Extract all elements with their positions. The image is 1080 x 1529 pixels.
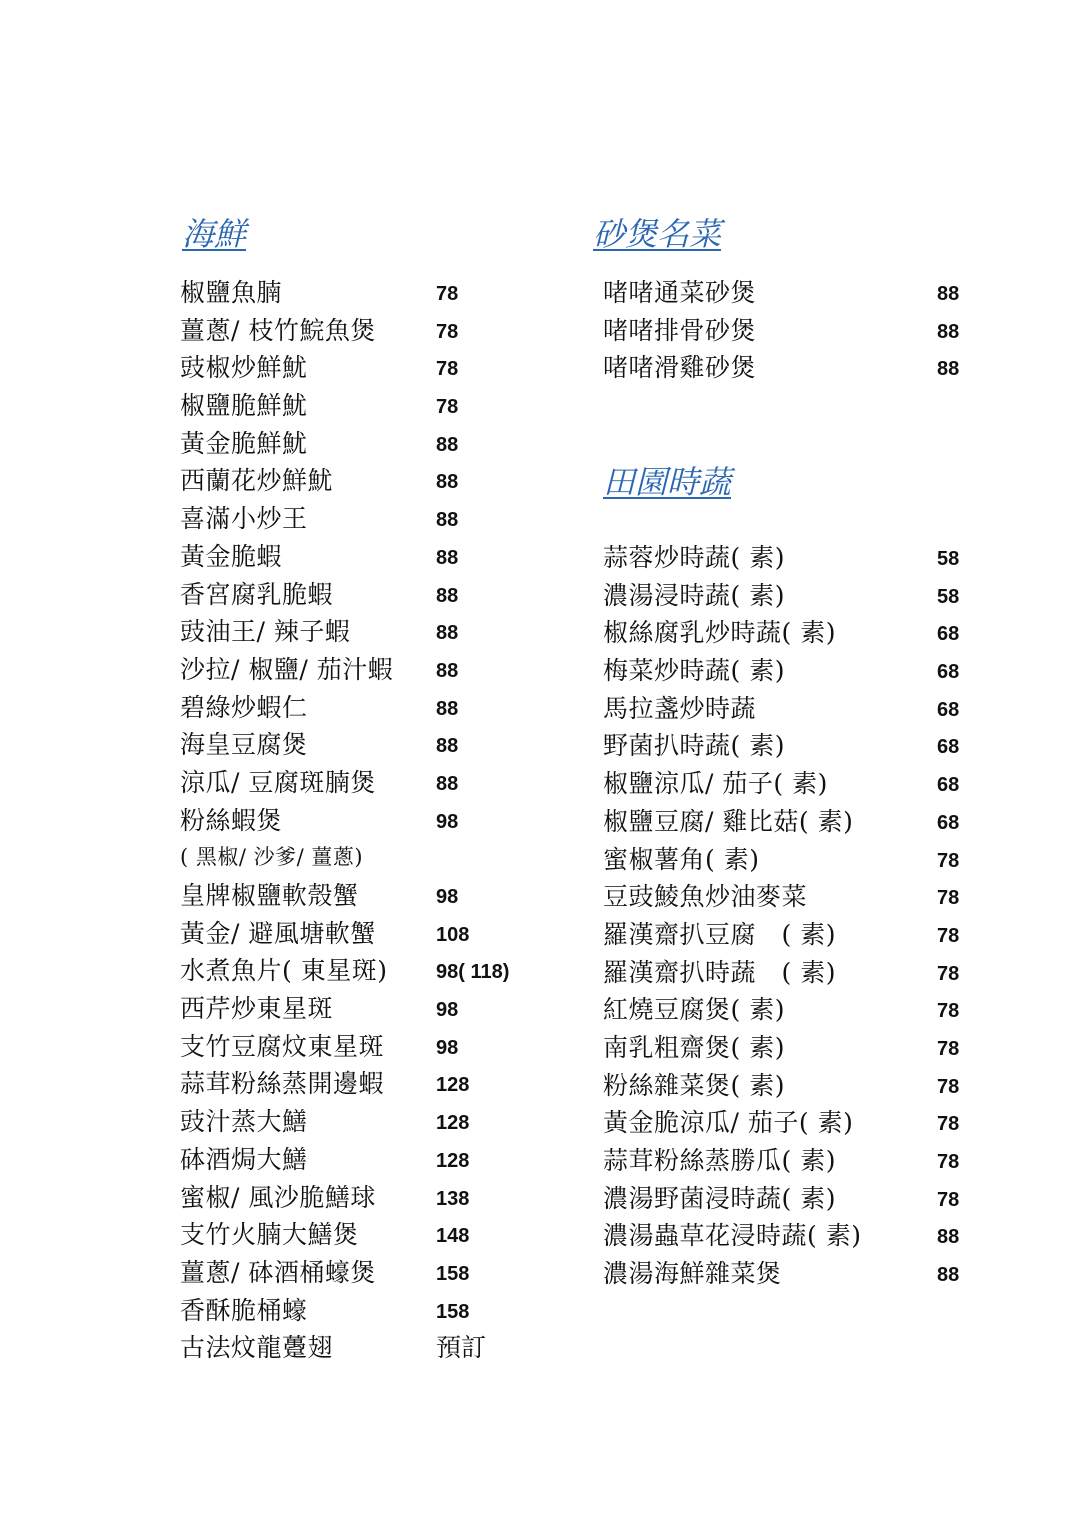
menu-item-name: 黃金脆蝦 [180,541,283,571]
menu-item-price: 78 [937,1075,960,1098]
menu-item-name: 蒜蓉炒時蔬( 素) [603,543,785,572]
menu-item [180,651,580,689]
menu-item [603,1217,1003,1255]
menu-item-price: 68 [937,774,960,797]
menu-item-price: 88 [436,659,459,682]
menu-item-price: 68 [937,736,960,759]
menu-item [180,1179,580,1217]
menu-item [180,425,580,463]
menu-item-name: 蜜椒/ 風沙脆鱔球 [180,1182,376,1212]
menu-item-name: 涼瓜/ 豆腐斑腩煲 [180,767,376,797]
menu-item-name: 喜滿小炒王 [180,504,308,534]
menu-item-name: 濃湯野菌浸時蔬( 素) [603,1183,836,1213]
menu-item-price: 78 [937,1037,960,1060]
menu-item-name: 羅漢齋扒豆腐 ( 素) [603,919,836,949]
menu-item [180,1028,580,1066]
menu-item [180,952,580,990]
menu-item [180,274,580,312]
seafood-heading: 海鮮 [182,215,247,253]
menu-item-name: 水煮魚片( 東星斑) [180,956,388,986]
menu-item [180,500,580,538]
menu-item-name: 野菌扒時蔬( 素) [603,731,785,761]
menu-item [603,1067,1003,1105]
menu-item-name: 支竹火腩大鱔煲 [180,1220,359,1250]
menu-item [180,877,580,915]
menu-item [603,803,1003,841]
menu-item-name: 海皇豆腐煲 [180,730,308,760]
menu-item [180,1216,580,1254]
menu-item [180,462,580,500]
menu-item [603,1142,1003,1180]
menu-item-price: 88 [436,697,459,720]
menu-item-name: 沙拉/ 椒鹽/ 茄汁蝦 [180,654,394,684]
menu-item-price: 88 [436,584,459,607]
menu-item-name: 蒜茸粉絲蒸開邊蝦 [180,1069,385,1099]
menu-item [603,878,1003,916]
menu-item-name: 椒鹽脆鮮魷 [180,391,308,421]
menu-item-name: 椒鹽涼瓜/ 茄子( 素) [603,769,828,799]
menu-item-name: 梅菜炒時蔬( 素) [603,656,785,686]
menu-item-price: 88 [937,320,960,343]
menu-item [603,614,1003,652]
menu-item [180,726,580,764]
menu-item [180,764,580,802]
menu-item [180,990,580,1028]
menu-item-name: 黃金脆涼瓜/ 茄子( 素) [603,1108,854,1138]
menu-item-price: 98 [436,810,459,833]
menu-item-price: 68 [937,661,960,684]
menu-item-name: 啫啫通菜砂煲 [603,278,757,307]
menu-item-name: 南乳粗齋煲( 素) [603,1032,785,1062]
menu-item-price: 88 [937,1264,960,1287]
menu-item-name: 香宮腐乳脆蝦 [180,579,334,609]
menu-item-name: 馬拉盞炒時蔬 [603,693,757,723]
menu-item [603,349,1003,387]
menu-item-name: ( 黑椒/ 沙爹/ 薑蔥) [180,845,364,870]
menu-item-name: 碧綠炒蝦仁 [180,692,308,722]
menu-item-price: 68 [937,811,960,834]
menu-item [603,727,1003,765]
menu-item [180,839,580,877]
menu-item-price: 58 [937,548,960,570]
menu-item-price: 88 [436,471,459,494]
menu-item-price: 78 [937,1188,960,1211]
vegetables-heading: 田園時蔬 [603,463,732,501]
menu-item-name: 濃湯浸時蔬( 素) [603,580,785,610]
menu-item [180,915,580,953]
menu-item-price: 88 [436,509,459,532]
menu-item-price: 138 [436,1187,470,1210]
menu-item [603,841,1003,879]
menu-item [603,954,1003,992]
menu-item-price: 108 [436,923,470,946]
menu-item-name: 啫啫排骨砂煲 [603,315,757,345]
menu-item-price: 88 [436,433,459,456]
menu-item-price: 78 [937,962,960,985]
menu-item-name: 支竹豆腐炆東星斑 [180,1031,385,1061]
menu-item-name: 豉椒炒鮮魷 [180,353,308,383]
menu-item-price: 58 [937,585,960,608]
menu-item-price: 88 [937,358,960,381]
menu-item [603,539,1003,577]
menu-item-price: 98 [436,886,459,908]
menu-item-price: 88 [937,1226,960,1249]
menu-item-price: 68 [937,623,960,646]
menu-item [603,652,1003,690]
menu-item-name: 西芹炒東星斑 [180,994,334,1024]
menu-item [180,1329,580,1367]
menu-item-price: 78 [436,396,459,419]
menu-item-name: 粉絲蝦煲 [180,805,283,835]
menu-item [603,274,1003,312]
menu-item-price: 78 [436,283,459,305]
menu-item-name: 香酥脆桶蠔 [180,1295,308,1325]
menu-item [603,1180,1003,1218]
menu-item-name: 豉汁蒸大鱔 [180,1107,308,1137]
menu-item-price: 78 [937,1151,960,1173]
menu-item [603,1029,1003,1067]
menu-item-price: 88 [436,772,459,795]
menu-item-price: 158 [436,1262,470,1285]
menu-item-price: 158 [436,1300,470,1323]
menu-item [603,765,1003,803]
menu-item-price: 78 [937,1000,960,1023]
menu-item [180,802,580,840]
menu-item-name: 砵酒焗大鱔 [180,1144,308,1174]
menu-item-name: 薑蔥/ 枝竹鯇魚煲 [180,315,376,345]
menu-item-price: 78 [436,358,459,381]
menu-item-price: 128 [436,1074,470,1097]
menu-item-name: 濃湯蟲草花浸時蔬( 素) [603,1221,862,1251]
menu-item [603,577,1003,615]
menu-item [180,1254,580,1292]
menu-item [603,312,1003,350]
menu-item-name: 紅燒豆腐煲( 素) [603,995,785,1025]
menu-item-price: 88 [436,546,459,569]
menu-item-price: 68 [937,698,960,721]
menu-item [180,349,580,387]
menu-item [180,1292,580,1330]
menu-item-price: 78 [937,849,960,872]
menu-item-name: 椒鹽魚腩 [180,278,283,307]
menu-item [603,991,1003,1029]
menu-item-price: 78 [937,924,960,947]
menu-item-price: 預訂 [436,1333,487,1363]
menu-item [180,1141,580,1179]
menu-item [603,916,1003,954]
menu-item-name: 粉絲雜菜煲( 素) [603,1070,785,1100]
menu-item [180,1065,580,1103]
menu-item-name: 豉油王/ 辣子蝦 [180,617,351,647]
vegetables-list [603,539,1003,1293]
menu-item-price: 78 [436,320,459,343]
menu-item-name: 椒鹽豆腐/ 雞比菇( 素) [603,806,854,836]
menu-item [603,690,1003,728]
claypot-heading: 砂煲名菜 [593,215,722,253]
menu-item [180,689,580,727]
menu-item-name: 濃湯海鮮雜菜煲 [603,1259,782,1289]
menu-item-name: 豆豉鯪魚炒油麥菜 [603,882,808,912]
menu-item-name: 古法炆龍躉翅 [180,1333,334,1363]
menu-item-price: 98 [436,1036,459,1059]
menu-item [180,613,580,651]
menu-item-name: 薑蔥/ 砵酒桶蠔煲 [180,1257,376,1287]
menu-item [603,1255,1003,1293]
menu-item-price: 128 [436,1112,470,1135]
menu-item [180,312,580,350]
menu-item-name: 西蘭花炒鮮魷 [180,466,334,496]
menu-item [603,1104,1003,1142]
menu-item [180,576,580,614]
menu-item-name: 椒絲腐乳炒時蔬( 素) [603,618,836,648]
menu-item-price: 148 [436,1225,470,1248]
menu-item-name: 啫啫滑雞砂煲 [603,353,757,383]
menu-item-name: 皇牌椒鹽軟殼蟹 [180,881,359,910]
menu-item [180,387,580,425]
menu-item-price: 78 [937,1113,960,1136]
menu-item [180,1103,580,1141]
menu-item-name: 羅漢齋扒時蔬 ( 素) [603,957,836,987]
menu-item-name: 蒜茸粉絲蒸勝瓜( 素) [603,1146,836,1175]
menu-item-price: 88 [937,283,960,305]
seafood-list [180,274,580,1367]
claypot-list [603,274,1003,387]
menu-item-price: 128 [436,1149,470,1172]
menu-item-name: 黃金脆鮮魷 [180,428,308,458]
menu-item [180,538,580,576]
menu-item-name: 蜜椒薯角( 素) [603,844,760,874]
menu-item-price: 78 [937,887,960,910]
menu-item-price: 98 [436,999,459,1022]
menu-item-name: 黃金/ 避風塘軟蟹 [180,918,376,948]
menu-item-price: 98( 118) [436,961,510,984]
menu-item-price: 88 [436,735,459,758]
menu-item-price: 88 [436,622,459,645]
